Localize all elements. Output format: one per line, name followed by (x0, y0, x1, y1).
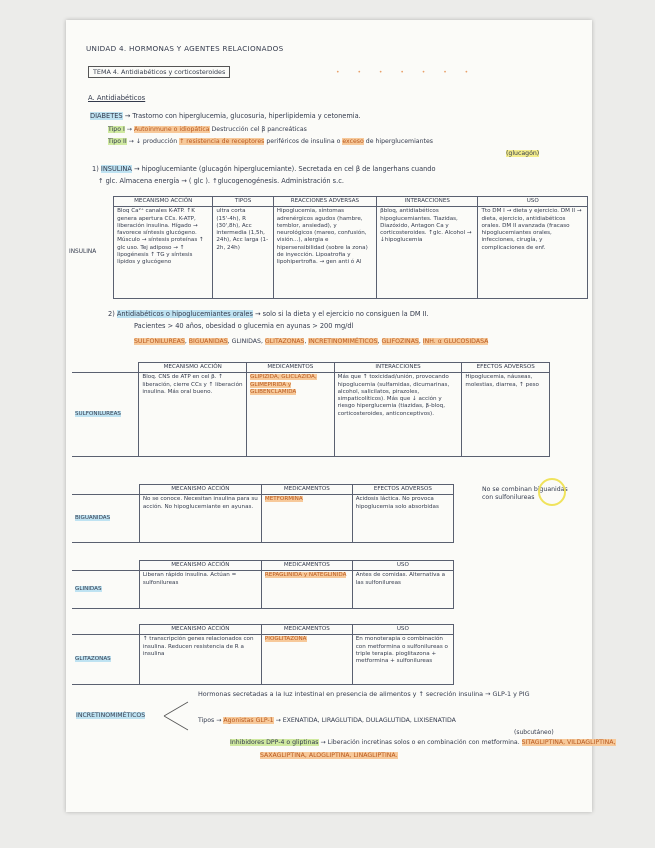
section2-num: 2) (108, 310, 115, 318)
diabetes-label: DIABETES (90, 112, 123, 120)
sulfo-cell-med: GLIPIZIDA, GLICLAZIDA, GLIMEPIRIDA y GLIBENCLAMIDA (250, 374, 317, 395)
insulina-line1 (92, 165, 436, 173)
glini-th-mec: MECANISMO ACCIÓN (139, 561, 261, 571)
sulfo-th-med: MEDICAMENTOS (247, 363, 335, 373)
glini-cell-uso: Antes de comidas. Alternativa a las sulfonilureas (352, 571, 453, 609)
bigua-th-mec: MECANISMO ACCIÓN (139, 485, 261, 495)
insulina-th-uso: USO (478, 197, 588, 207)
class-biguanidas: BIGUANIDAS (188, 338, 228, 345)
topic-title: TEMA 4. Antidiabéticos y corticosteroides (93, 68, 226, 76)
tipo2-text2: de hiperglucemiantes (365, 138, 433, 145)
sulfo-cell-efec: Hipoglucemia, náuseas, molestias, diarrea, ↑ peso (462, 373, 550, 457)
glini-th-med: MEDICAMENTOS (261, 561, 352, 571)
class-sulfonilureas: SULFONILUREAS (134, 338, 185, 345)
tipo2-mid: ↓ producción (135, 138, 178, 145)
incre-inh-line (230, 739, 616, 747)
incre-inh-line2 (260, 752, 398, 760)
sulfo-label: SULFONILUREAS (75, 411, 121, 418)
bigua-cell-med: METFORMINA (264, 496, 303, 503)
incre-inh-drugs2: SAXAGLIPTINA, ALOGLIPTINA, LINAGLIPTINA. (260, 752, 398, 759)
insulina-th-inter: INTERACCIONES (377, 197, 478, 207)
sulfo-th-inter: INTERACCIONES (334, 363, 462, 373)
incre-agon-list: → EXENATIDA, LIRAGLUTIDA, DULAGLUTIDA, LIXISENATIDA (275, 717, 456, 724)
bigua-th-efec: EFECTOS ADVERSOS (352, 485, 453, 495)
biguanidas-table (72, 484, 454, 543)
tipo2-glucagon (506, 150, 539, 158)
insulina-cell-mec: Bloq Ca²⁺ canales K-ATP. ↑K genera apertura CCs. K-ATP, liberación insulina. Hígado → favorece síntesis glucógeno. Músculo → síntesis proteínas ↑ glc uso. Tej adiposo → ↑ lipogénesis ↑ TG y síntesis lípidos y glucógeno (114, 207, 213, 299)
glinidas-table (72, 560, 454, 609)
glita-th-uso: USO (352, 625, 453, 635)
incre-agon: Agonistas GLP-1 (223, 717, 274, 724)
glini-th-uso: USO (352, 561, 453, 571)
bigua-label: BIGUANIDAS (75, 515, 111, 522)
incre-inh-drugs1: SITAGLIPTINA, VILDAGLIPTINA, (521, 739, 616, 746)
insulina-th-mec: MECANISMO ACCIÓN (114, 197, 213, 207)
class-incretinomimeticos: INCRETINOMIMÉTICOS (308, 338, 378, 345)
tipo1-line: Tipo I → Autoinmune o idiopática Destrucción cel β pancreáticas (108, 126, 307, 133)
class-glifozinas: GLIFOZINAS (381, 338, 419, 345)
glucagon-note: (glucagón) (506, 150, 540, 157)
insulina-cell-uso: Tto DM I → dieta y ejercicio. DM II → dieta, ejercicio, antidiabéticos orales. DM II avanzada (fracaso hipoglucemiantes orales, infecciones, cirugía, y complicaciones de enf. (478, 207, 588, 299)
insulina-table (66, 196, 588, 299)
tipo1-text: Destrucción cel β pancreáticas (211, 126, 307, 133)
insulina-cell-inter: βbloq, antidiabéticos hipoglucemiantes. Tiazidas, Diazóxido, Antagon Ca y corticosteroides. ↑glc. Alcohol → ↓hipoglucemia (377, 207, 478, 299)
section2-line1 (108, 310, 429, 318)
diabetes-text: → Trastorno con hiperglucemia, glucosuria, hiperlipidemia y cetonemia. (124, 112, 361, 120)
glita-cell-uso: En monoterapia o combinación con metformina o sulfonilureas o triple terapia. pioglitazona + metformina + sulfonilureas (352, 635, 453, 685)
section-a-title: A. Antidiabéticos (88, 94, 146, 102)
glini-cell-med: REPAGLINIDA y NATEGLINIDA (264, 572, 347, 579)
glita-cell-mec: ↑ transcripción genes relacionados con insulina. Reducen resistencia de R a insulina (139, 635, 261, 685)
sulfo-th-mec: MECANISMO ACCIÓN (139, 363, 247, 373)
bigua-cell-efec: Acidosis láctica. No provoca hipoglucemia solo absorbidas (352, 495, 453, 543)
tipo2-text: periféricos de insulina o (266, 138, 341, 145)
glitazonas-table (72, 624, 454, 685)
tipo2-exceso: exceso (342, 138, 364, 145)
notes-page (66, 20, 616, 812)
class-glitazonas: GLITAZONAS (264, 338, 305, 345)
sulfo-cell-mec: Bloq. CNS de ATP en cel β. ↑ liberación, cierre CCs y ↑ liberación insulina. Más oral bueno. (139, 373, 247, 457)
insulina-th-reac: REACCIONES ADVERSAS (273, 197, 376, 207)
sulfonilureas-table (72, 362, 550, 457)
insulina-cell-tipos: ultra corta (15'-4h), R (30',8h), Acc intermedia (1,5h, 24h), Acc larga (1-2h, 24h) (213, 207, 273, 299)
tipo1-mid: Autoinmune o idiopática (133, 126, 210, 133)
incre-label-wrap (76, 712, 145, 720)
glini-cell-mec: Liberan rápido insulina. Actúan = sulfonilureas (139, 571, 261, 609)
tipo2-highlight: ↑ resistencia de receptores (179, 138, 265, 145)
incre-tipos-label: Tipos (198, 717, 215, 724)
insulina-label: INSULINA (100, 165, 132, 173)
insulina-row-label: INSULINA (69, 249, 97, 255)
class-inh-glucosidasa: INH. α GLUCOSIDASA (422, 338, 489, 345)
section2-text2: Pacientes > 40 años, obesidad o glucemia en ayunas > 200 mg/dl (134, 322, 354, 330)
section2-label: Antidiabéticos o hipoglucemiantes orales (116, 310, 253, 318)
glini-label: GLINIDAS (75, 586, 102, 593)
glita-th-mec: MECANISMO ACCIÓN (139, 625, 261, 635)
incre-inh: Inhibidores DPP-4 o gliptinas (230, 739, 319, 746)
highlight-circle (538, 478, 566, 506)
incre-line1: Hormonas secretadas a la luz intestinal en presencia de alimentos y ↑ secreción insulina → GLP-1 y PIG (198, 690, 530, 698)
decor-dots: • • • • • • • (336, 69, 477, 76)
topic-box (88, 66, 230, 78)
glita-th-med: MEDICAMENTOS (261, 625, 352, 635)
unit-title: UNIDAD 4. HORMONAS Y AGENTES RELACIONADOS (86, 44, 284, 53)
bigua-note: No se combinan biguanidas con sulfonilureas (482, 486, 568, 501)
tipo2-label: Tipo II (108, 138, 127, 145)
section2-text1: → solo si la dieta y el ejercicio no consiguen la DM II. (255, 310, 429, 318)
incre-label: INCRETINOMIMÉTICOS (76, 712, 146, 719)
bigua-cell-mec: No se conoce. Necesitan insulina para su acción. No hipoglucemiante en ayunas. (139, 495, 261, 543)
incre-brace (162, 698, 192, 734)
glita-cell-med: PIOGLITAZONA (264, 636, 307, 643)
insulina-num: 1) (92, 165, 99, 173)
class-glinidas: GLINIDAS (231, 338, 261, 345)
sulfo-cell-inter: Más que ↑ toxicidad/unión, provocando hipoglucemia (sulfamidas, dicumarinas, alcohol, salicilatos, pirazoles, simpaticolíticos). Más que ↓ acción y riesgo hiperglucemia (tiazidas, β-bloq, corticosteroides, anticonceptivos). (334, 373, 462, 457)
insulina-cell-reac: Hipoglucemia, síntomas adrenérgicos agudos (hambre, temblor, ansiedad), y neurológicos (mareo, confusión, visión...), alergia e hipersensibilidad (sobre la zona) de inyección. Lipoatrofia y lipohipertrofia. → gen anti ó Al (273, 207, 376, 299)
incre-inh-text: → Liberación incretinas solos o en combinación con metformina. (320, 739, 520, 746)
tipo1-label: Tipo I (108, 126, 125, 133)
class-list: SULFONILUREAS, BIGUANIDAS, GLINIDAS, GLITAZONAS, INCRETINOMIMÉTICOS, GLIFOZINAS, INH. α GLUCOSIDASA (134, 338, 489, 345)
bigua-th-med: MEDICAMENTOS (261, 485, 352, 495)
tipo2-line: Tipo II → ↓ producción ↑ resistencia de receptores periféricos de insulina o exceso de hiperglucemiantes (108, 138, 433, 145)
incre-tipos-line: Tipos → Agonistas GLP-1 → EXENATIDA, LIRAGLUTIDA, DULAGLUTIDA, LIXISENATIDA (198, 717, 456, 724)
insulina-text2: ↑ glc. Almacena energía → ( glc ). ↑glucogenogénesis. Administración s.c. (98, 177, 344, 185)
sulfo-th-efec: EFECTOS ADVERSOS (462, 363, 550, 373)
diabetes-line (90, 112, 361, 120)
insulina-th-tipos: TIPOS (213, 197, 273, 207)
incre-agon-note: (subcutáneo) (514, 729, 554, 736)
insulina-text1: → hipoglucemiante (glucagón hiperglucemiante). Secretada en cel β de langerhans cuando (133, 165, 436, 173)
glita-label: GLITAZONAS (75, 656, 111, 663)
